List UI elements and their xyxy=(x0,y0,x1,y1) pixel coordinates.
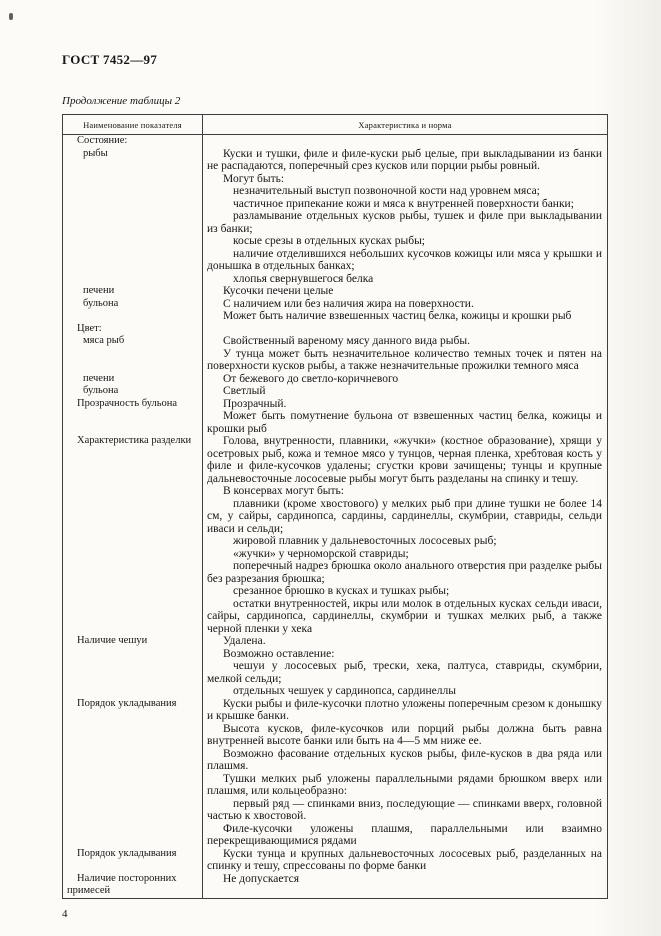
indicator-label: Прозрачность бульона xyxy=(63,398,203,436)
characteristic-text: У тунца может быть незначительное количество темных точек и пятен на поверхности кусков рыбы, а также незначительные прожилки темного мяса xyxy=(207,347,602,372)
indicator-label: рыбы xyxy=(63,148,203,286)
characteristic-text: наличие отделившихся небольших кусочков кожицы или мяса у крышки и донышка в отдельных банках; xyxy=(207,247,602,272)
table-row xyxy=(63,385,607,398)
characteristic-cell xyxy=(203,298,607,323)
characteristic-cell xyxy=(203,435,607,635)
characteristic-cell xyxy=(203,848,607,873)
characteristic-text: Высота кусков, филе-кусочков или порций рыбы должна быть равна внутренней высоте банки или быть на 4—5 мм ниже ее. xyxy=(207,722,602,747)
characteristic-text: В консервах могут быть: xyxy=(223,485,344,497)
indicator-label: Наличие посторонних примесей xyxy=(63,873,203,898)
table-row xyxy=(63,398,607,436)
characteristic-text: частичное припекание кожи и мяса к внутренней поверхности банки; xyxy=(233,197,574,210)
characteristic-text: Куски тунца и крупных дальневосточных лососевых рыб, разделанных на спинку и тешу, спрессованы по форме банки xyxy=(207,847,602,872)
characteristic-text: Куски и тушки, филе и филе-куски рыб целые, при выкладывании из банки не распадаются, поперечный срез кусков или порции рыбы ровный. xyxy=(207,147,602,172)
table-body xyxy=(63,135,607,898)
column-header-characteristic: Характеристика и норма xyxy=(358,120,452,130)
characteristic-text: «жучки» у черноморской ставриды; xyxy=(233,547,409,560)
characteristic-text: Возможно оставление: xyxy=(223,647,335,660)
characteristic-cell xyxy=(203,335,607,373)
characteristic-text: Свойственный вареному мясу данного вида рыбы. xyxy=(223,335,470,347)
indicator-label: Состояние: xyxy=(63,135,203,148)
indicator-label: печени xyxy=(63,285,203,298)
characteristic-text: жировой плавник у дальневосточных лососевых рыб; xyxy=(233,535,497,547)
table-row xyxy=(63,635,607,698)
table-row xyxy=(63,373,607,386)
table-row xyxy=(63,848,607,873)
table-row xyxy=(63,323,607,336)
characteristic-cell xyxy=(203,148,607,286)
characteristic-text: остатки внутренностей, икры или молок в отдельных кусках сельди иваси, сайры, сардинопса, сардинеллы, скумбрии и тушках мелких рыб, а также черной пленки у хека xyxy=(207,597,602,635)
indicator-label: Порядок укладывания xyxy=(63,848,203,873)
indicator-label: мяса рыб xyxy=(63,335,203,373)
characteristic-text: Удалена. xyxy=(223,635,266,647)
indicator-label: бульона xyxy=(63,385,203,398)
characteristic-cell xyxy=(203,135,607,148)
indicator-label: Наличие чешуи xyxy=(63,635,203,698)
characteristic-cell xyxy=(203,285,607,298)
table-row xyxy=(63,335,607,373)
characteristic-text: Голова, внутренности, плавники, «жучки» (костное образование), хрящи у осетровых рыб, кожа и темное мясо у тунцов, черная пленка, хребтовая кость у филе и филе-кусочков удалены; сгустки крови зачищены; тунцы и крупные дальневосточные лососевые рыбы могут быть разделаны на спинку и тешу. xyxy=(207,435,602,485)
table-row xyxy=(63,698,607,848)
document-number: ГОСТ 7452—97 xyxy=(62,52,158,67)
characteristic-text: Куски рыбы и филе-кусочки плотно уложены поперечным срезом к донышку и крышке банки. xyxy=(207,697,602,722)
characteristic-text: срезанное брюшко в кусках и тушках рыбы; xyxy=(233,585,450,597)
characteristic-cell xyxy=(203,373,607,386)
characteristic-text: плавники (кроме хвостового) у мелких рыб при длине тушки не более 14 см, у сайры, сардинопса, сардины, сардинеллы, скумбрии, ставриды, сельди иваси и сельди; xyxy=(207,497,602,535)
characteristic-cell xyxy=(203,635,607,698)
characteristic-cell xyxy=(203,873,607,898)
table-row xyxy=(63,285,607,298)
characteristics-table xyxy=(62,114,608,899)
table-row xyxy=(63,435,607,635)
table-header-row xyxy=(63,115,607,135)
table-row xyxy=(63,298,607,323)
table-row xyxy=(63,135,607,148)
characteristic-text: разламывание отдельных кусков рыбы, тушек и филе при выкладывании из банки; xyxy=(207,210,602,235)
characteristic-text: От бежевого до светло-коричневого xyxy=(223,372,399,385)
indicator-label: Характеристика разделки xyxy=(63,435,203,635)
characteristic-text: незначительный выступ позвоночной кости над уровнем мяса; xyxy=(233,185,540,197)
characteristic-text: чешуи у лососевых рыб, трески, хека, палтуса, ставриды, скумбрии, мелкой сельди; xyxy=(207,660,602,685)
characteristic-cell xyxy=(203,698,607,848)
characteristic-text: Не допускается xyxy=(223,872,300,885)
characteristic-text: поперечный надрез брюшка около анального отверстия при разделке рыбы без разрезания брюшка; xyxy=(207,560,602,585)
indicator-label: Порядок укладывания xyxy=(63,698,203,848)
column-header-indicator: Наименование показателя xyxy=(63,115,203,134)
characteristic-text: С наличием или без наличия жира на поверхности. xyxy=(223,297,474,310)
characteristic-text: Может быть наличие взвешенных частиц белка, кожицы и крошки рыб xyxy=(223,310,572,322)
page-number: 4 xyxy=(62,907,68,920)
characteristic-text: хлопья свернувшегося белка xyxy=(233,272,374,285)
table-row xyxy=(63,148,607,286)
characteristic-text: отдельных чешуек у сардинопса, сардинеллы xyxy=(233,685,456,697)
characteristic-text: Может быть помутнение бульона от взвешенных частиц белка, кожицы и крошки рыб xyxy=(207,410,602,435)
characteristic-text: Прозрачный. xyxy=(223,397,287,410)
indicator-label: печени xyxy=(63,373,203,386)
characteristic-cell xyxy=(203,385,607,398)
characteristic-text: Могут быть: xyxy=(223,172,285,185)
indicator-label: бульона xyxy=(63,298,203,323)
characteristic-text: Кусочки печени целые xyxy=(223,285,334,297)
indicator-label: Цвет: xyxy=(63,323,203,336)
table-caption: Продолжение таблицы 2 xyxy=(62,95,181,107)
characteristic-cell xyxy=(203,398,607,436)
characteristic-cell xyxy=(203,323,607,336)
characteristic-text: Тушки мелких рыб уложены параллельными рядами брюшком вверх или плашмя, или кольцеобразно: xyxy=(207,772,602,797)
characteristic-text: Возможно фасование отдельных кусков рыбы, филе-кусков в два ряда или плашмя. xyxy=(207,747,602,772)
characteristic-text: косые срезы в отдельных кусках рыбы; xyxy=(233,235,425,247)
characteristic-text: Светлый xyxy=(223,385,266,397)
characteristic-text: Филе-кусочки уложены плашмя, параллельными или взаимно перекрещивающимися рядами xyxy=(207,822,602,847)
characteristic-text: первый ряд — спинками вниз, последующие — спинками вверх, головной частью к хвостовой. xyxy=(207,797,602,822)
scan-artifact xyxy=(9,13,13,20)
table-row xyxy=(63,873,607,898)
